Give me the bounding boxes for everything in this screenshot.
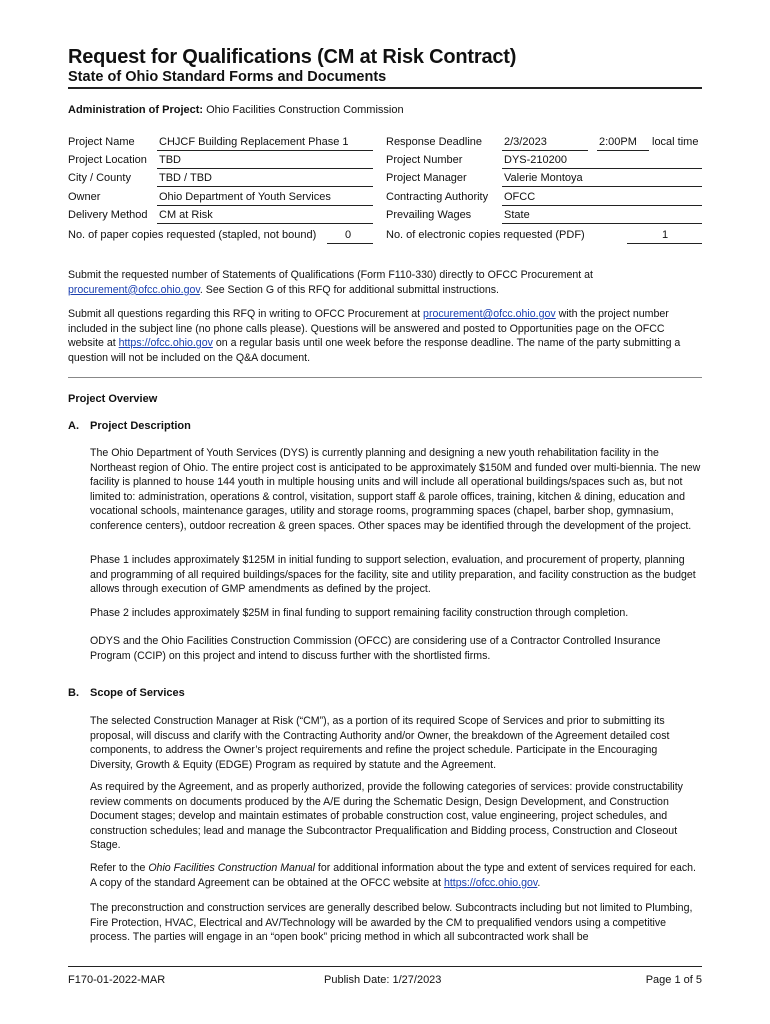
- questions-email-link[interactable]: procurement@ofcc.ohio.gov: [423, 308, 556, 320]
- submit-paragraph: [68, 268, 702, 297]
- paper-copies-underline: [327, 243, 373, 244]
- deadline-date-underline: [502, 150, 588, 151]
- electronic-copies-underline: [627, 243, 702, 244]
- section-a-letter: A.: [68, 420, 79, 432]
- delivery-method-label: Delivery Method: [68, 209, 148, 221]
- city-county-value: TBD / TBD: [159, 172, 212, 184]
- questions-text-2: with the project number included in the subject line (no phone calls please). Questions will be answered and posted to Opportunities page on the OFCC website at: [68, 308, 669, 350]
- ofcc-agreement-link[interactable]: https://ofcc.ohio.gov: [443, 876, 538, 889]
- page-subtitle: State of Ohio Standard Forms and Documents: [68, 69, 387, 85]
- description-paragraph-4: ODYS and the Ohio Facilities Construction Commission (OFCC) are considering use of a Contractor Controlled Insurance Program (CCIP) on this project and intend to discuss further with the shortlisted firms.: [90, 635, 661, 662]
- project-location-value: TBD: [159, 154, 181, 166]
- owner-value: Ohio Department of Youth Services: [159, 191, 331, 203]
- owner-underline: [157, 205, 373, 206]
- delivery-method-underline: [157, 223, 373, 224]
- section-rule: [68, 377, 702, 378]
- project-number-label: Project Number: [386, 154, 463, 166]
- project-number-value: DYS-210200: [504, 154, 567, 166]
- questions-paragraph: [68, 307, 702, 365]
- page-number: Page 1 of 5: [645, 974, 702, 986]
- contracting-authority-value: OFCC: [504, 191, 536, 203]
- scope-paragraph-1: The selected Construction Manager at Risk (“CM”), as a portion of its required Scope of Services and prior to submitting its proposal, will discuss and clarify with the Contracting Authority and/or Owner, the breakdown of the Agreement detailed cost components, to address the Owner’s project requirements and refine the project schedule. Participate in the Encouraging Diversity, Growth & Equity (EDGE) Program as required by statute and the Agreement.: [90, 715, 670, 771]
- response-deadline-label: Response Deadline: [386, 136, 483, 148]
- city-county-underline: [157, 186, 373, 187]
- construction-manual-title: Ohio Facilities Construction Manual: [148, 862, 315, 874]
- contracting-authority-underline: [502, 205, 702, 206]
- prevailing-wages-value: State: [504, 209, 530, 221]
- response-deadline-date: 2/3/2023: [504, 136, 547, 148]
- scope-text: Refer to the: [90, 862, 146, 874]
- project-manager-label: Project Manager: [386, 172, 467, 184]
- project-number-underline: [502, 168, 702, 169]
- section-b-title: Scope of Services: [90, 687, 185, 699]
- prevailing-wages-underline: [502, 223, 702, 224]
- questions-text: Submit all questions regarding this RFQ in writing to OFCC Procurement at: [68, 308, 421, 320]
- project-manager-value: Valerie Montoya: [504, 172, 583, 184]
- delivery-method-value: CM at Risk: [159, 209, 213, 221]
- electronic-copies-value: 1: [662, 229, 669, 241]
- scope-paragraph-4: The preconstruction and construction services are generally described below. Subcontracts including but not limited to Plumbing, Fire Protection, HVAC, Electrical and AV/Technology will be awarded by the CM to prequalified vendors using a competitive process. The parties will engage in an “open book” pricing method in which all subcontracted work shall be: [90, 902, 693, 944]
- electronic-copies-label: No. of electronic copies requested (PDF): [386, 229, 585, 241]
- paper-copies-label: No. of paper copies requested (stapled, not bound): [68, 229, 317, 241]
- scope-paragraph-2: As required by the Agreement, and as properly authorized, provide the following categories of services: provide constructability review comments on documents produced by the A/E during the Schematic Design, Design Development, and Construction Document stages; develop and maintain estimates of probable construction cost, value engineering, project schedules, and construction schedules; lead and manage the Subcontractor Prequalification and Bidding process, Construction and Closeout Stage.: [90, 781, 683, 852]
- project-name-underline: [157, 150, 373, 151]
- scope-text-2: for additional information about the type and extent of services required for each. A copy of the standard Agreement can be obtained at the OFCC website at: [90, 862, 696, 889]
- contracting-authority-label: Contracting Authority: [386, 191, 489, 203]
- page-title: Request for Qualifications (CM at Risk Contract): [68, 46, 517, 68]
- project-location-label: Project Location: [68, 154, 147, 166]
- questions-text-3: on a regular basis until one week before the response deadline. The name of the party submitting a question will not be included on the Q&A document.: [68, 337, 681, 364]
- scope-paragraph-3: Refer to the Ohio Facilities Construction Manual for additional information about the type and extent of services required for each. A copy of the standard Agreement can be obtained at the OFCC website at https://ofcc.ohio.gov.: [90, 862, 696, 889]
- response-deadline-time: 2:00PM: [599, 136, 637, 148]
- overview-heading: Project Overview: [68, 393, 158, 405]
- footer-rule: [68, 966, 702, 967]
- project-name-label: Project Name: [68, 136, 135, 148]
- project-manager-underline: [502, 186, 702, 187]
- header-rule: [68, 87, 702, 89]
- section-b-letter: B.: [68, 687, 79, 699]
- prevailing-wages-label: Prevailing Wages: [386, 209, 472, 221]
- admin-label: Administration of Project:: [68, 104, 204, 116]
- description-paragraph-2: Phase 1 includes approximately $125M in initial funding to support selection, evaluation, and procurement of property, planning and programming of all required buildings/spaces for the facility, site and utility preparation, and facility construction as the budget allows through execution of GMP amendments as defined by the project.: [90, 554, 696, 596]
- paper-copies-value: 0: [345, 229, 352, 241]
- section-a-title: Project Description: [90, 420, 191, 432]
- city-county-label: City / County: [68, 172, 131, 184]
- submit-text-2: . See Section G of this RFQ for additional submittal instructions.: [199, 283, 499, 296]
- publish-date: Publish Date: 1/27/2023: [324, 974, 442, 986]
- description-paragraph-1: The Ohio Department of Youth Services (DYS) is currently planning and designing a new youth rehabilitation facility in the Northeast region of Ohio. The entire project cost is anticipated to be approximately $150M and funded over multi-biennia. The new facility is planned to house 144 youth in multiple housing units and will include all operational buildings/spaces such as, but not limited to: administration, operations & control, visitation, support staff & parole offices, training, kitchen & dining, education and vocational schools, maintenance garages, utility and storage rooms, programming spaces (chapel, barber shop, gymnasium, conference centers), outdoor recreation & green spaces. Other spaces may be identified through the development of the project.: [90, 447, 701, 532]
- deadline-time-underline: [597, 150, 649, 151]
- local-time-label: local time: [652, 136, 699, 148]
- description-paragraph-3: Phase 2 includes approximately $25M in final funding to support remaining facility construction through completion.: [90, 607, 629, 619]
- submit-text: Submit the requested number of Statements of Qualifications (Form F110-330) directly to OFCC Procurement at: [68, 269, 594, 281]
- administration-line: [68, 104, 404, 116]
- admin-value: Ohio Facilities Construction Commission: [206, 104, 404, 116]
- procurement-email-link[interactable]: procurement@ofcc.ohio.gov: [68, 283, 200, 296]
- ofcc-website-link[interactable]: https://ofcc.ohio.gov: [118, 337, 213, 350]
- project-name-value: CHJCF Building Replacement Phase 1: [159, 136, 349, 148]
- form-id: F170-01-2022-MAR: [68, 974, 166, 986]
- project-location-underline: [157, 168, 373, 169]
- owner-label: Owner: [68, 191, 101, 203]
